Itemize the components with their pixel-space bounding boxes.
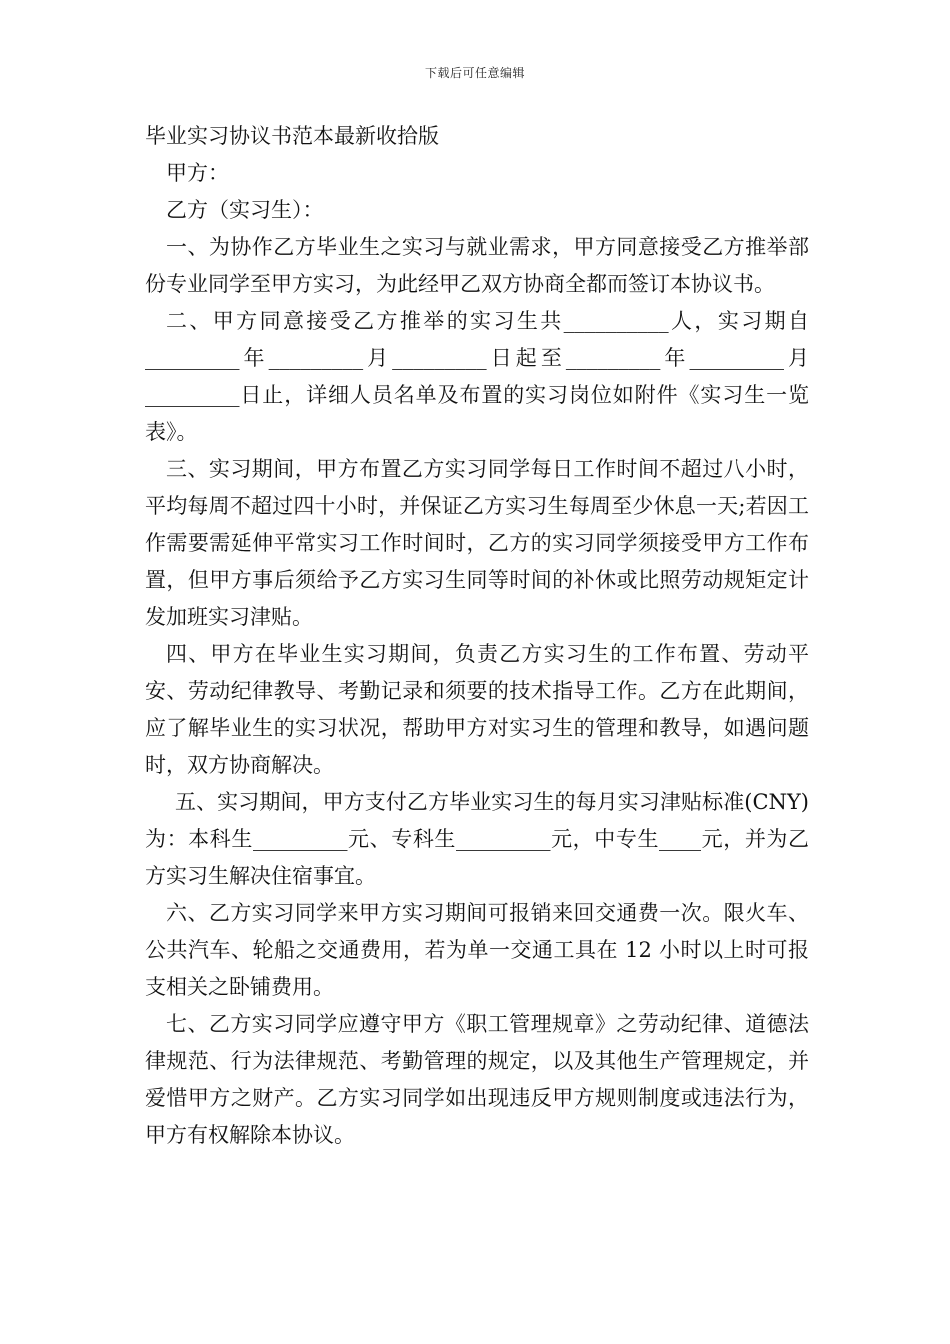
clause-5: 五、实习期间，甲方支付乙方毕业实习生的每月实习津贴标准(CNY)为：本科生_________元、专科生_________元，中专生____元，并为乙方实习生解决住宿事宜。	[145, 790, 809, 888]
clause-1: 一、为协作乙方毕业生之实习与就业需求，甲方同意接受乙方推举部份专业同学至甲方实习，为此经甲乙双方协商全都而签订本协议书。	[145, 235, 809, 296]
page-header: 下载后可任意编辑	[424, 66, 525, 80]
document-body	[145, 118, 809, 1154]
document-title: 毕业实习协议书范本最新收拾版	[145, 124, 439, 148]
clause-4: 四、甲方在毕业生实习期间，负责乙方实习生的工作布置、劳动平安、劳动纪律教导、考勤记录和须要的技术指导工作。乙方在此期间，应了解毕业生的实习状况，帮助甲方对实习生的管理和教导，如遇问题时，双方协商解决。	[145, 642, 809, 777]
clause-2: 二、甲方同意接受乙方推举的实习生共__________人，实习期自_________年_________月_________日起至_________年_________月_________日止，详细人员名单及布置的实习岗位如附件《实习生一览表》。	[145, 309, 809, 444]
clause-3: 三、实习期间，甲方布置乙方实习同学每日工作时间不超过八小时，平均每周不超过四十小时，并保证乙方实习生每周至少休息一天;若因工作需要需延伸平常实习工作时间时，乙方的实习同学须接受甲方工作布置，但甲方事后须给予乙方实习生同等时间的补休或比照劳动规矩定计发加班实习津贴。	[145, 457, 809, 629]
party-b-label: 乙方（实习生）：	[166, 198, 324, 222]
clause-7: 七、乙方实习同学应遵守甲方《职工管理规章》之劳动纪律、道德法律规范、行为法律规范、考勤管理的规定，以及其他生产管理规定，并爱惜甲方之财产。乙方实习同学如出现违反甲方规则制度或违法行为，甲方有权解除本协议。	[145, 1012, 809, 1147]
party-a-label: 甲方：	[166, 161, 229, 185]
clause-6: 六、乙方实习同学来甲方实习期间可报销来回交通费一次。限火车、公共汽车、轮船之交通费用，若为单一交通工具在 12 小时以上时可报支相关之卧铺费用。	[145, 901, 809, 999]
